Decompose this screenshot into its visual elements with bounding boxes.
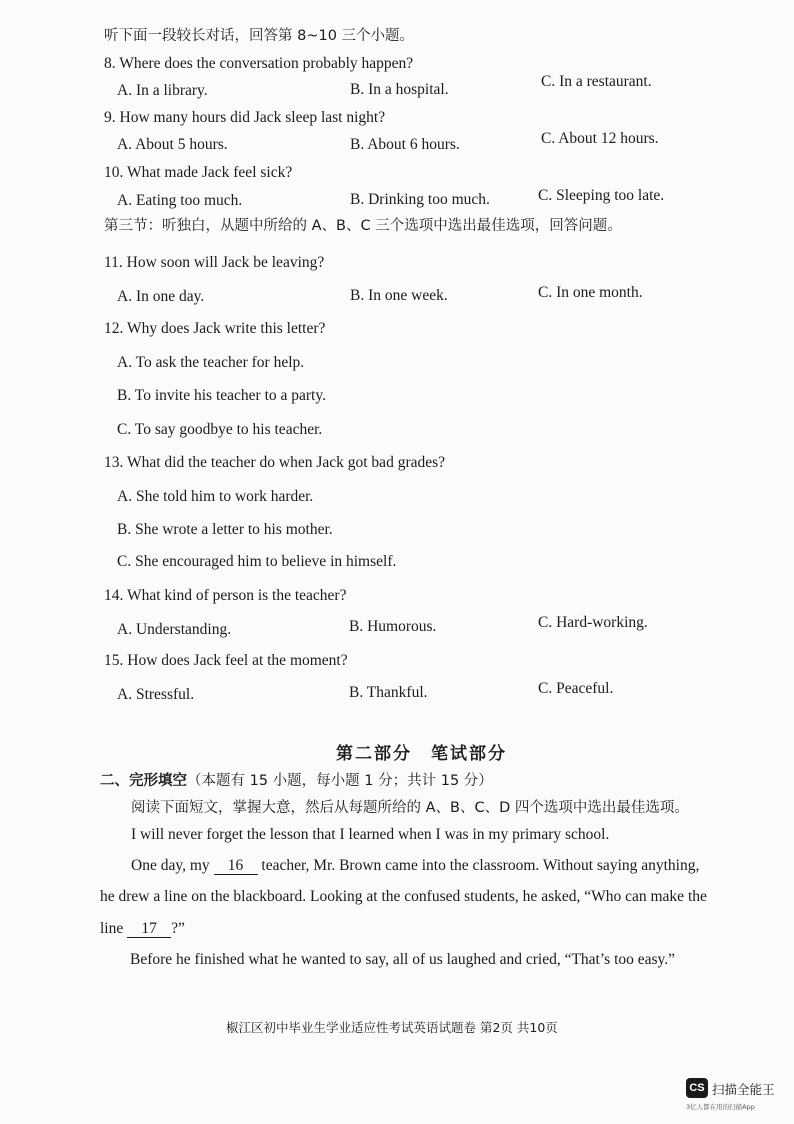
question-9-option-a: A. About 5 hours. <box>117 136 228 153</box>
question-15-option-b: B. Thankful. <box>349 684 428 701</box>
question-14-option-a: A. Understanding. <box>117 621 232 638</box>
question-14-option-b: B. Humorous. <box>349 618 437 635</box>
cloze-heading-label: 二、完形填空 <box>100 773 187 789</box>
passage-line-3: he drew a line on the blackboard. Looking at the confused students, he asked, “Who can make the <box>100 888 707 905</box>
scanner-tagline: 3亿人都在用的扫描App <box>686 1103 755 1111</box>
question-11-stem: 11. How soon will Jack be leaving? <box>104 254 325 271</box>
cloze-heading <box>100 769 493 790</box>
question-12-option-a: A. To ask the teacher for help. <box>117 354 305 371</box>
cloze-heading-note: （本题有 15 小题，每小题 1 分；共计 15 分） <box>187 773 493 789</box>
scanner-app-name: 扫描全能王 <box>712 1082 775 1097</box>
question-9-option-c: C. About 12 hours. <box>541 130 659 147</box>
question-8-option-a: A. In a library. <box>117 82 208 99</box>
question-11-option-c: C. In one month. <box>538 284 643 301</box>
question-11-option-a: A. In one day. <box>117 288 205 305</box>
listening-intro-8-10: 听下面一段较长对话，回答第 8~10 三个小题。 <box>104 28 415 44</box>
scanner-logo-icon: CS <box>686 1078 708 1098</box>
question-14-option-c: C. Hard-working. <box>538 614 648 631</box>
question-9-stem: 9. How many hours did Jack sleep last night? <box>104 109 386 126</box>
passage-line-2 <box>131 857 699 875</box>
question-8-option-b: B. In a hospital. <box>350 81 449 98</box>
passage-line-4 <box>100 920 185 938</box>
passage-text: line <box>100 920 124 937</box>
section-3-instruction: 第三节：听独白，从题中所给的 A、B、C 三个选项中选出最佳选项，回答问题。 <box>104 218 622 234</box>
question-8-stem: 8. Where does the conversation probably happen? <box>104 55 414 72</box>
passage-text: ?” <box>171 920 185 937</box>
passage-text: teacher, Mr. Brown came into the classroom. Without saying anything, <box>261 857 700 874</box>
question-14-stem: 14. What kind of person is the teacher? <box>104 587 347 604</box>
passage-line-5: Before he finished what he wanted to say, all of us laughed and cried, “That’s too easy.” <box>130 951 676 968</box>
question-10-stem: 10. What made Jack feel sick? <box>104 164 293 181</box>
question-15-option-a: A. Stressful. <box>117 686 195 703</box>
question-12-option-c: C. To say goodbye to his teacher. <box>117 421 323 438</box>
blank-16: 16 <box>214 857 258 875</box>
question-10-option-a: A. Eating too much. <box>117 192 243 209</box>
question-10-option-b: B. Drinking too much. <box>350 191 490 208</box>
question-15-stem: 15. How does Jack feel at the moment? <box>104 652 348 669</box>
question-8-option-c: C. In a restaurant. <box>541 73 652 90</box>
cloze-instruction: 阅读下面短文，掌握大意，然后从每题所给的 A、B、C、D 四个选项中选出最佳选项。 <box>131 800 689 816</box>
blank-17: 17 <box>127 920 171 938</box>
question-12-option-b: B. To invite his teacher to a party. <box>117 387 326 404</box>
question-13-option-a: A. She told him to work harder. <box>117 488 314 505</box>
question-15-option-c: C. Peaceful. <box>538 680 614 697</box>
page-footer: 椒江区初中毕业生学业适应性考试英语试题卷 第2页 共10页 <box>226 1020 558 1035</box>
passage-text: One day, my <box>131 857 210 874</box>
part-2-title: 第二部分 笔试部分 <box>336 744 507 764</box>
question-11-option-b: B. In one week. <box>350 287 448 304</box>
question-9-option-b: B. About 6 hours. <box>350 136 460 153</box>
question-13-option-c: C. She encouraged him to believe in himself. <box>117 553 397 570</box>
question-12-stem: 12. Why does Jack write this letter? <box>104 320 326 337</box>
passage-line-1: I will never forget the lesson that I learned when I was in my primary school. <box>131 826 610 843</box>
question-10-option-c: C. Sleeping too late. <box>538 187 665 204</box>
question-13-option-b: B. She wrote a letter to his mother. <box>117 521 333 538</box>
question-13-stem: 13. What did the teacher do when Jack got bad grades? <box>104 454 446 471</box>
